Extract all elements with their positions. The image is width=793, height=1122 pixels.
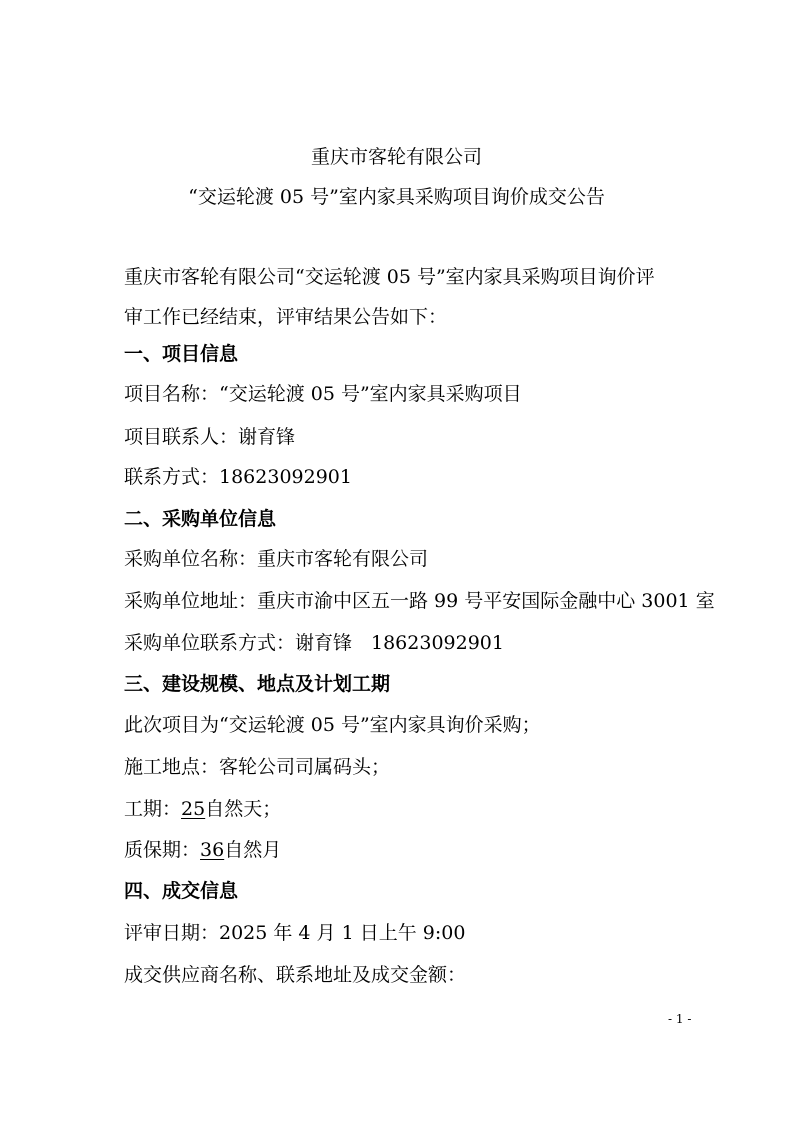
project-contact-method: 联系方式：18623092901 — [124, 466, 352, 488]
project-contact-person: 项目联系人：谢育锋 — [124, 426, 296, 448]
warranty-value: 36 — [200, 839, 225, 861]
construction-location: 施工地点：客轮公司司属码头； — [124, 756, 391, 778]
section-heading-purchaser-info: 二、采购单位信息 — [124, 508, 277, 530]
project-name: 项目名称：“交运轮渡 05 号”室内家具采购项目 — [124, 383, 522, 405]
duration-value: 25 — [181, 798, 206, 820]
intro-paragraph-line-1: 重庆市客轮有限公司“交运轮渡 05 号”室内家具采购项目询价评 — [124, 266, 655, 288]
section-heading-transaction-info: 四、成交信息 — [124, 880, 239, 902]
duration-label: 工期： — [124, 798, 182, 820]
warranty-unit: 自然月 — [224, 839, 282, 861]
review-date: 评审日期：2025 年 4 月 1 日上午 9:00 — [124, 922, 466, 944]
warranty-label: 质保期： — [124, 839, 201, 861]
purchaser-name: 采购单位名称：重庆市客轮有限公司 — [124, 548, 429, 570]
construction-duration — [124, 796, 281, 822]
section-heading-scope-location-schedule: 三、建设规模、地点及计划工期 — [124, 673, 391, 695]
notice-title: “交运轮渡 05 号”室内家具采购项目询价成交公告 — [188, 186, 605, 208]
purchaser-contact: 采购单位联系方式：谢育锋 18623092901 — [124, 632, 504, 654]
warranty-period — [124, 837, 281, 863]
duration-unit: 自然天； — [205, 798, 282, 820]
supplier-info-label: 成交供应商名称、联系地址及成交金额： — [124, 964, 467, 986]
intro-paragraph-line-2: 审工作已经结束，评审结果公告如下： — [124, 306, 448, 328]
purchaser-address: 采购单位地址：重庆市渝中区五一路 99 号平安国际金融中心 3001 室 — [124, 590, 715, 612]
page-number: - 1 - — [668, 1012, 692, 1026]
section-heading-project-info: 一、项目信息 — [124, 343, 239, 365]
company-title: 重庆市客轮有限公司 — [310, 146, 482, 168]
project-scope: 此次项目为“交运轮渡 05 号”室内家具询价采购； — [124, 714, 541, 736]
